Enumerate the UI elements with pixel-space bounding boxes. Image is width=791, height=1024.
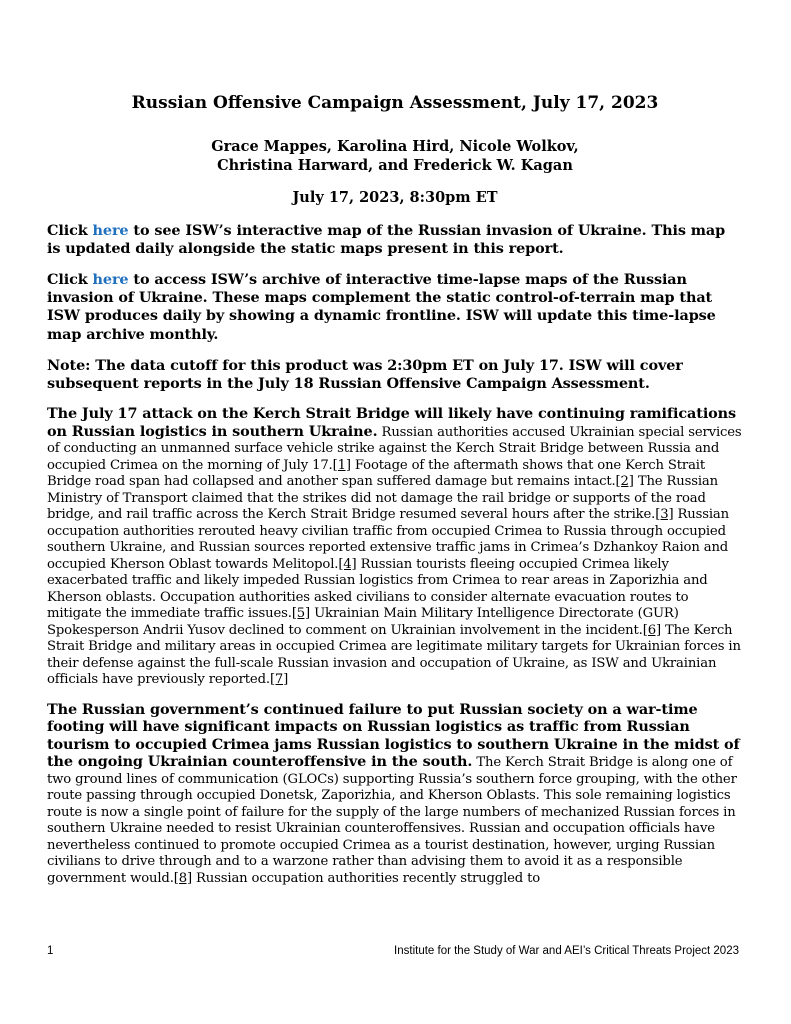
report-date: July 17, 2023, 8:30pm ET	[292, 189, 498, 206]
interactive-map-link[interactable]: here	[92, 221, 129, 239]
footnote-link[interactable]: [3]	[655, 507, 674, 523]
footnote-link[interactable]: [6]	[642, 622, 661, 638]
paragraph-lead: The July 17 attack on the Kerch Strait Bridge will likely have continuing ramifications on Russian logistics in southern Ukraine.	[47, 405, 737, 440]
paragraph-lead: The Russian government’s continued failure to put Russian society on a war-time footing will have significant impacts on Russian logistics as traffic from Russian tourism to occupied Crimea jams Russian logistics to southern Ukraine in the midst of the ongoing Ukrainian counteroffensive in the south.	[47, 700, 740, 771]
footnote-link[interactable]: [7]	[269, 672, 289, 688]
document-page	[47, 92, 743, 887]
interactive-map-notice: Click here to see ISW’s interactive map of the Russian invasion of Ukraine. This map is updated daily alongside the static maps present in this report.	[47, 221, 726, 257]
footnote-link[interactable]: [4]	[338, 556, 357, 572]
footer-institution: Institute for the Study of War and AEI’s Critical Threats Project 2023	[394, 945, 739, 957]
authors-line-1: Grace Mappes, Karolina Hird, Nicole Wolkov,	[211, 138, 579, 155]
paragraph-war-time-footing: The Russian government’s continued failure to put Russian society on a war-time footing will have significant impacts on Russian logistics as traffic from Russian tourism to occupied Crimea jams Russian logistics to southern Ukraine in the midst of the ongoing Ukrainian counteroffensive in the south. The Kerch Strait Bridge is along one of two ground lines of communication (GLOCs) supporting Russia’s southern force grouping, with the other route passing through occupied Donetsk, Zaporizhia, and Kherson Oblasts. This sole remaining logistics route is now a single point of failure for the supply of the large numbers of mechanized Russian forces in southern Ukraine needed to resist Ukrainian counteroffensives. Russian and occupation officials have nevertheless continued to promote occupied Crimea as a tourist destination, however, urging Russian civilians to drive through and to a warzone rather than advising them to avoid it as a responsible government would.[8] Russian occupation authorities recently struggled to	[47, 700, 740, 886]
report-title: Russian Offensive Campaign Assessment, July 17, 2023	[131, 93, 659, 113]
authors-line-2: Christina Harward, and Frederick W. Kagan	[217, 156, 573, 174]
page-number: 1	[47, 945, 54, 957]
footnote-link[interactable]: [5]	[291, 606, 311, 622]
footnote-link[interactable]: [8]	[173, 870, 192, 886]
data-cutoff-note: Note: The data cutoff for this product was 2:30pm ET on July 17. ISW will cover subsequent reports in the July 18 Russian Offensive Campaign Assessment.	[47, 356, 683, 392]
footnote-link[interactable]: [1]	[332, 457, 351, 473]
time-lapse-archive-link[interactable]: here	[92, 270, 129, 288]
paragraph-kerch-bridge: The July 17 attack on the Kerch Strait Bridge will likely have continuing ramifications on Russian logistics in southern Ukraine. Russian authorities accused Ukrainian special services of conducting an unmanned surface vehicle strike against the Kerch Strait Bridge between Russia and occupied Crimea on the morning of July 17.[1] Footage of the aftermath shows that one Kerch Strait Bridge road span had collapsed and another span suffered damage but remains intact.[2] The Russian Ministry of Transport claimed that the strikes did not damage the rail bridge or supports of the road bridge, and rail traffic across the Kerch Strait Bridge resumed several hours after the strike.[3] Russian occupation authorities rerouted heavy civilian traffic from occupied Crimea to Russia through occupied southern Ukraine, and Russian sources reported extensive traffic jams in Crimea’s Dzhankoy Raion and occupied Kherson Oblast towards Melitopol.[4] Russian tourists fleeing occupied Crimea likely exacerbated traffic and likely impeded Russian logistics from Crimea to rear areas in Zaporizhia and Kherson oblasts. Occupation authorities asked civilians to consider alternate evacuation routes to mitigate the immediate traffic issues.[5] Ukrainian Main Military Intelligence Directorate (GUR) Spokesperson Andrii Yusov declined to comment on Ukrainian involvement in the incident.[6] The Kerch Strait Bridge and military areas in occupied Crimea are legitimate military targets for Ukrainian forces in their defense against the full-scale Russian invasion and occupation of Ukraine, as ISW and Ukrainian officials have previously reported.[7]	[47, 405, 742, 688]
authors	[47, 138, 743, 175]
footnote-link[interactable]: [2]	[615, 474, 634, 490]
time-lapse-archive-notice: Click here to access ISW’s archive of interactive time-lapse maps of the Russian invasion of Ukraine. These maps complement the static control-of-terrain map that ISW produces daily by showing a dynamic frontline. ISW will update this time-lapse map archive monthly.	[47, 270, 716, 343]
page-footer	[47, 945, 739, 961]
